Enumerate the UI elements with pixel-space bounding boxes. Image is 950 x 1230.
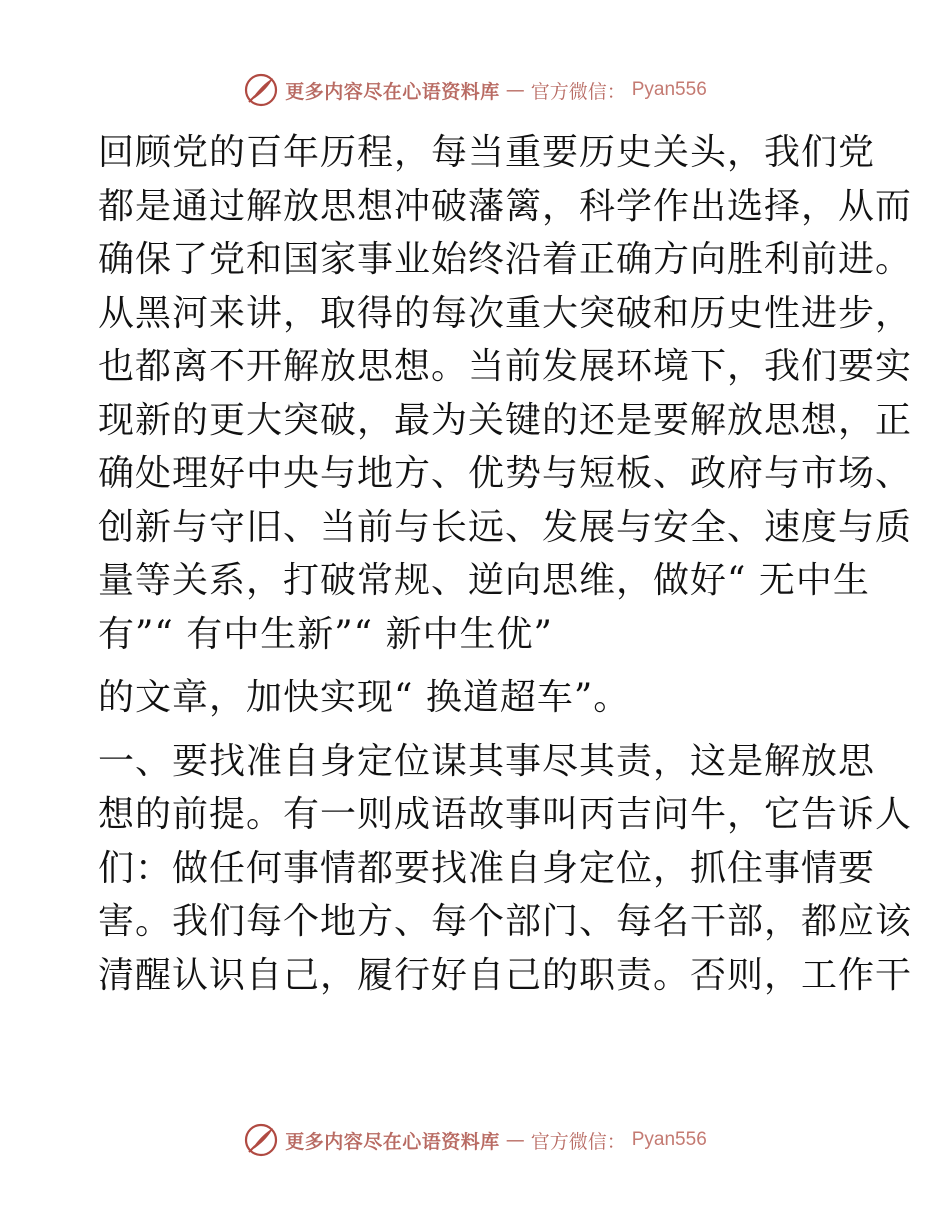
header-separator: — (505, 79, 525, 101)
footer-wechat-label: 官方微信： (530, 1130, 626, 1153)
text-line: 有”“ 有中生新”“ 新中生优” (98, 613, 553, 655)
footer-separator: — (505, 1129, 525, 1151)
text-line: 也都离不开解放思想。当前发展环境下，我们要实 (98, 346, 913, 387)
text-line: 现新的更大突破，最为关键的还是要解放思想，正 (98, 399, 913, 441)
text-line: 确保了党和国家事业始终沿着正确方向胜利前进。 (98, 239, 913, 280)
text-line: 们：做任何事情都要找准自身定位，抓住事情要 (98, 847, 876, 889)
header-wechat-label: 官方微信： (530, 80, 626, 103)
text-line: 害。我们每个地方、每个部门、每名干部，都应该 (98, 901, 913, 942)
text-line: 都是通过解放思想冲破藩篱，科学作出选择，从而 (98, 185, 913, 227)
text-line: 创新与守旧、当前与长远、发展与安全、速度与质 (98, 506, 913, 548)
header-wechat-id: Pyan556 (631, 79, 707, 100)
text-line: 从黑河来讲，取得的每次重大突破和历史性进步， (98, 292, 913, 334)
paragraph-2 (98, 671, 850, 725)
text-line: 一、要找准自身定位谋其事尽其责，这是解放思 (98, 740, 876, 782)
header-brand-text: 更多内容尽在心语资料库 (285, 80, 500, 103)
header-banner (0, 70, 950, 110)
quill-pen-logo-icon (243, 72, 279, 108)
paragraph-1 (98, 126, 913, 661)
text-line: 的文章，加快实现“ 换道超车”。 (98, 677, 631, 718)
text-line: 想的前提。有一则成语故事叫丙吉问牛，它告诉人 (98, 794, 913, 835)
quill-pen-logo-icon (243, 1122, 279, 1158)
footer-brand-text: 更多内容尽在心语资料库 (285, 1130, 500, 1153)
paragraph-3 (98, 735, 913, 1003)
text-line: 回顾党的百年历程，每当重要历史关头，我们党 (98, 132, 876, 173)
document-body (98, 126, 913, 1002)
footer-wechat-id: Pyan556 (631, 1129, 707, 1150)
text-line: 量等关系，打破常规、逆向思维，做好“ 无中生 (98, 560, 870, 601)
text-line: 清醒认识自己，履行好自己的职责。否则，工作干 (98, 954, 913, 996)
text-line: 确处理好中央与地方、优势与短板、政府与市场、 (98, 453, 913, 494)
footer-banner (0, 1120, 950, 1160)
